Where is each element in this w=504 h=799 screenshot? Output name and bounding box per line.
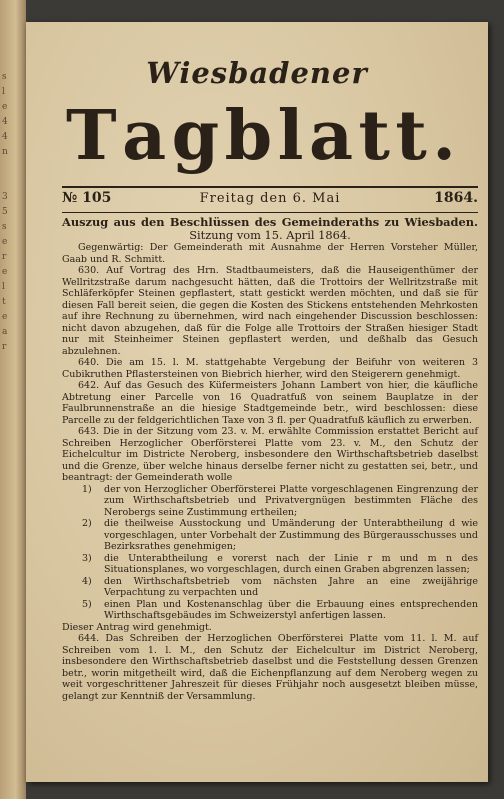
adjacent-page-edge: [0, 0, 26, 799]
edge-fragment: e: [2, 237, 8, 247]
edge-fragment: r: [2, 252, 7, 262]
adjacent-page-fragments: [2, 70, 12, 355]
list-item: 2) die theilweise Ausstockung und Umänderung der Unterabtheilung d wie vorgeschlagen, unter Vorbehalt der Zustimmung des Bürgerausschusses und Bezirksrathes genehmigen;: [82, 518, 478, 552]
edge-fragment: s: [2, 72, 7, 82]
issue-number: № 105: [62, 190, 112, 206]
bottom-rule: [62, 212, 478, 213]
newspaper-page: [26, 22, 488, 782]
list-item: 1) der von Herzoglicher Oberförsterei Platte vorgeschlagenen Eingrenzung der zum Wirthschaftsbetrieb und Privatvergnügen bestimmten Fläche des Nerobergs seine Zustimmung ertheilen;: [82, 483, 478, 518]
edge-fragment: [2, 175, 12, 190]
dateline: [62, 190, 478, 210]
edge-fragment: 5: [2, 207, 8, 217]
issue-date: Freitag den 6. Mai: [199, 191, 341, 206]
masthead-letter: t: [395, 96, 427, 176]
issue-year: 1864.: [434, 190, 478, 206]
masthead-title: [66, 96, 456, 176]
masthead-letter: b: [224, 96, 273, 176]
paragraph-644: 644. Das Schreiben der Herzoglichen Oberförsterei Platte vom 11. l. M. auf Schreiben vom 1. l. M., den Schutz der Eichelcultur im District Neroberg, insbesondere den Wirthschaftsbetrieb daselbst und die Feststellung dessen Grenzen betr., worin mitgetheilt wird, daß die Eichenpflanzung auf dem Neroberg wegen zu weit vorgeschrittener Jahreszeit für dieses Frühjahr noch ausgesetzt bleiben müsse, gelangt zur Kenntniß der Versammlung.: [62, 633, 478, 702]
masthead-letter: t: [358, 96, 390, 176]
edge-fragment: e: [2, 102, 8, 112]
edge-fragment: r: [2, 342, 7, 352]
attendance: Gegenwärtig: Der Gemeinderath mit Ausnahme der Herren Vorsteher Müller, Gaab und R. Schmitt.: [62, 242, 478, 265]
list-item: 4) den Wirthschaftsbetrieb vom nächsten Jahre an eine zweijährige Verpachtung zu verpachten und: [82, 575, 478, 598]
edge-fragment: s: [2, 222, 7, 232]
edge-fragment: n: [2, 147, 8, 157]
list-item: 5) einen Plan und Kostenanschlag über die Erbauung eines entsprechenden Wirthschaftsgebäudes im Schweizerstyl anfertigen lassen.: [82, 598, 478, 621]
top-rule: [62, 186, 478, 188]
paragraph-642: 642. Auf das Gesuch des Küfermeisters Johann Lambert von hier, die käufliche Abtretung einer Parcelle von 16 Quadratfuß von seinem Bauplatze in der Faulbrunnenstraße an die hiesige Stadtgemeinde betr., wird beschlossen: diese Parcelle zu der feldgerichtlichen Taxe von 3 fl. per Quadratfuß käuflich zu erwerben.: [62, 380, 478, 426]
edge-fragment: [2, 160, 12, 175]
masthead-letter: l: [277, 96, 304, 176]
masthead-city: Wiesbadener: [146, 56, 368, 90]
proposal-list: [82, 483, 478, 622]
session-date: Sitzung vom 15. April 1864.: [189, 228, 351, 242]
paragraph-643: 643. Die in der Sitzung vom 23. v. M. erwählte Commission erstattet Bericht auf Schreiben Herzoglicher Oberförsterei Platte vom 23. v. M., den Schutz der Eichelcultur im Districte Neroberg, insbesondere den Wirthschaftsbetrieb daselbst und die Grenze, über welche hinaus derselbe ferner nicht zu gestatten sei, betr., und beantragt: der Gemeinderath wolle: [62, 426, 478, 483]
edge-fragment: 3: [2, 192, 8, 202]
edge-fragment: t: [2, 297, 6, 307]
masthead-letter: a: [122, 96, 167, 176]
edge-fragment: e: [2, 312, 8, 322]
paragraph-640: 640. Die am 15. l. M. stattgehabte Vergebung der Beifuhr von weiteren 3 Cubikruthen Pflastersteinen von Biebrich hierher, wird den Steigerern genehmigt.: [62, 357, 478, 380]
article-headline: Auszug aus den Beschlüssen des Gemeinderaths zu Wiesbaden.: [62, 215, 478, 229]
edge-fragment: 4: [2, 117, 8, 127]
masthead-letter: T: [66, 96, 117, 176]
edge-fragment: a: [2, 327, 8, 337]
edge-fragment: e: [2, 267, 8, 277]
paragraph-630: 630. Auf Vortrag des Hrn. Stadtbaumeisters, daß die Hauseigenthümer der Wellritzstraße darum nachgesucht hätten, daß die Trottoirs der Wellritzstraße mit Schläferköpfer Steinen gepflastert, statt gestickt werden möchten, und daß sie für diesen Fall bereit seien, die gegen die Kosten des Stickens entstehenden Mehrkosten auf ihre Rechnung zu übernehmen, wird nach eingehender Discussion beschlossen: nicht davon abzugehen, daß für die Folge alle Trottoirs der Straßen hiesiger Stadt nur mit Steinheimer Steinen gepflastert werden, und deßhalb das Gesuch abzulehnen.: [62, 265, 478, 357]
masthead-letter: .: [432, 96, 456, 176]
edge-fragment: 4: [2, 132, 8, 142]
article: [62, 216, 478, 702]
masthead-letter: a: [308, 96, 354, 176]
resolution-note: Dieser Antrag wird genehmigt.: [62, 621, 212, 633]
edge-fragment: l: [2, 282, 5, 292]
masthead-letter: g: [171, 96, 220, 176]
edge-fragment: l: [2, 87, 5, 97]
list-item: 3) die Unterabtheilung e vorerst nach der Linie r m und m n des Situationsplanes, wo vorgeschlagen, durch einen Graben abgrenzen lassen;: [82, 552, 478, 575]
